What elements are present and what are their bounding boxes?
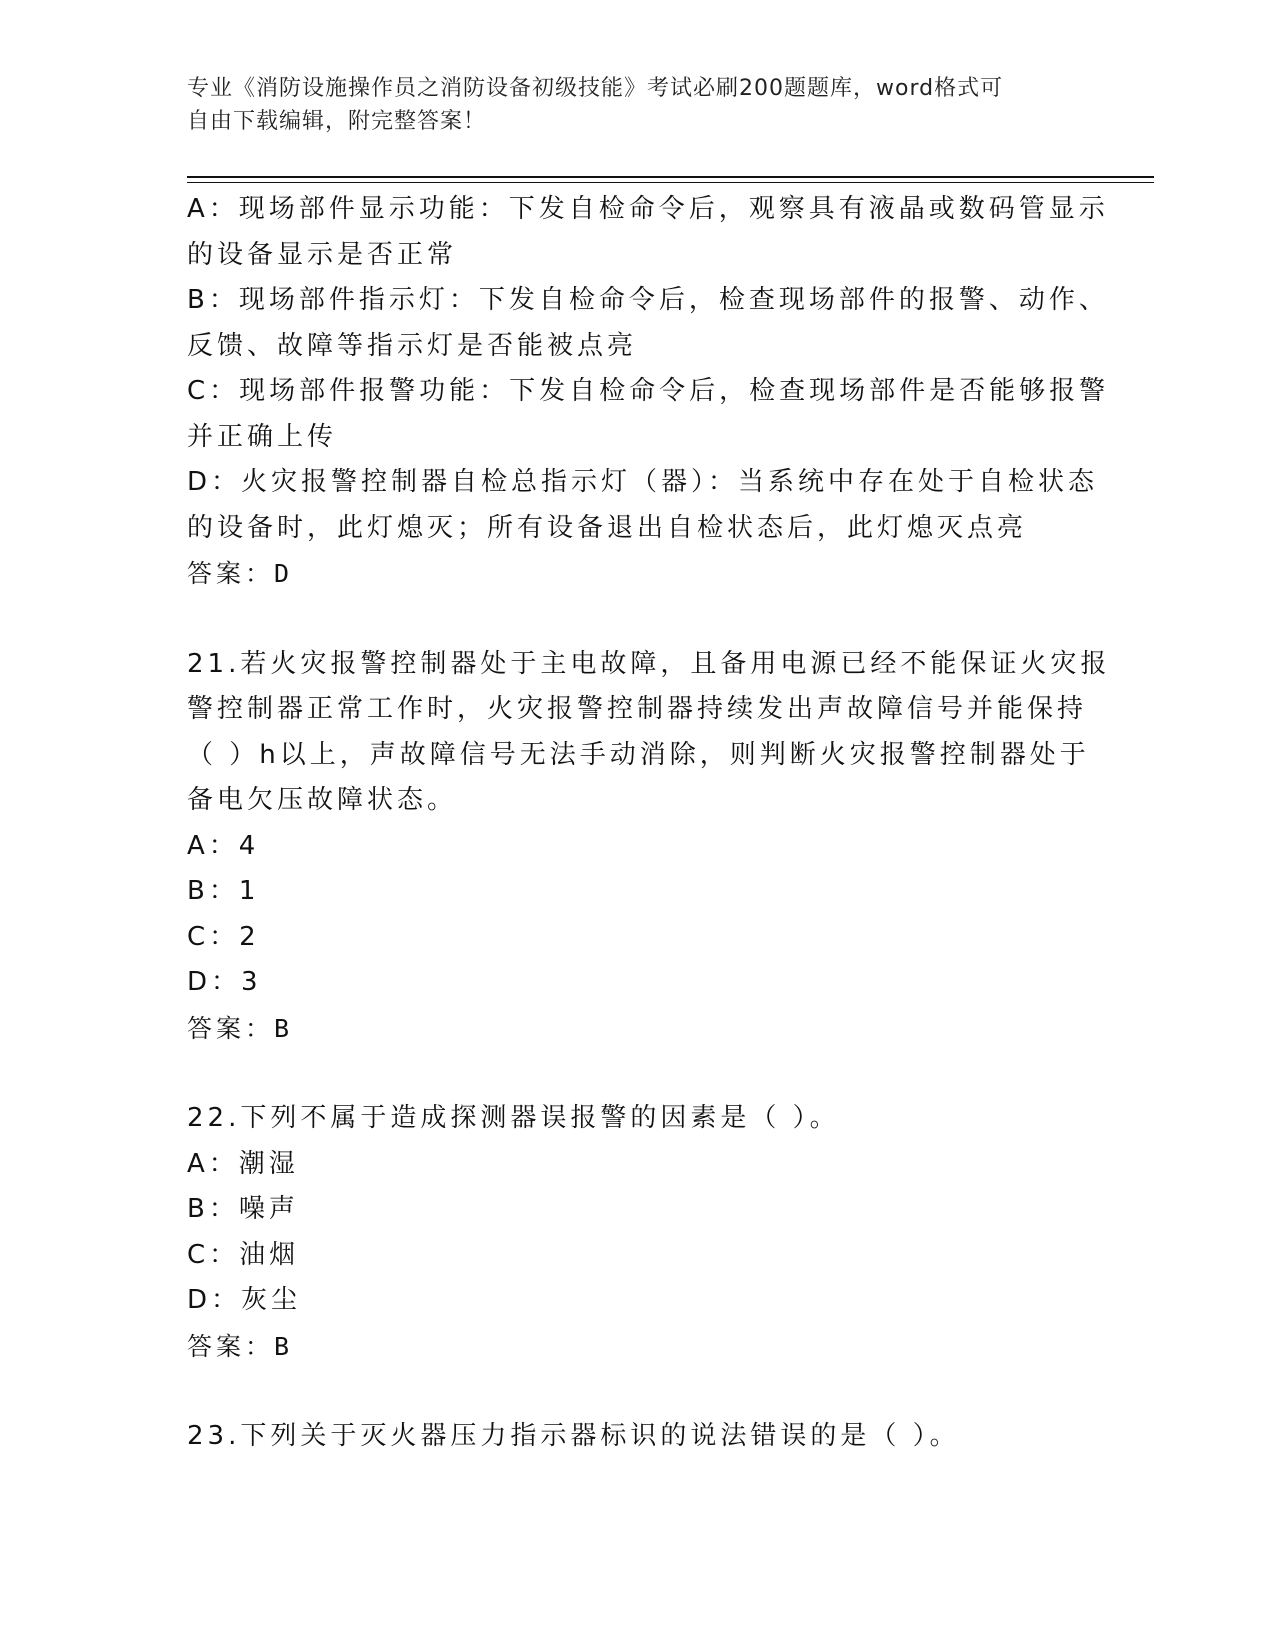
option-d: D：3 — [187, 967, 262, 997]
question-content — [187, 187, 1111, 1460]
option-b: B：1 — [187, 876, 260, 906]
option-b-line-2: 反馈、故障等指示灯是否能被点亮 — [187, 330, 638, 361]
header-title-line-1: 专业《消防设施操作员之消防设备初级技能》考试必刷200题题库，word格式可 — [187, 76, 1004, 101]
option-a-line-1: A：现场部件显示功能：下发自检命令后，观察具有液晶或数码管显示 — [187, 194, 1109, 224]
option-d-line-2: 的设备时，此灯熄灭；所有设备退出自检状态后，此灯熄灭点亮 — [187, 512, 1028, 543]
spacer — [187, 597, 1087, 642]
header-title-line-2: 自由下载编辑，附完整答案！ — [187, 109, 487, 134]
question-stem-line-2: 警控制器正常工作时，火灾报警控制器持续发出声故障信号并能保持 — [187, 694, 1088, 724]
header-divider-thick — [187, 176, 1154, 178]
question-22 — [187, 1096, 1087, 1369]
option-c: C：油烟 — [187, 1239, 300, 1270]
question-21 — [187, 642, 1111, 1052]
question-stem-line-3: （ ）h以上，声故障信号无法手动消除，则判断火灾报警控制器处于 — [187, 739, 1090, 770]
option-a: A：潮湿 — [187, 1148, 299, 1179]
option-c-line-2: 并正确上传 — [187, 421, 338, 452]
option-c: C：2 — [187, 921, 260, 952]
answer-label: 答案：B — [187, 1331, 294, 1361]
option-c-line-1: C：现场部件报警功能：下发自检命令后，检查现场部件是否能够报警 — [187, 376, 1110, 406]
document-header — [187, 72, 1087, 138]
option-a: A：4 — [187, 830, 260, 861]
question-stem-line-1: 21.若火灾报警控制器处于主电故障，且备用电源已经不能保证火灾报 — [187, 648, 1111, 679]
question-23 — [187, 1414, 1087, 1460]
option-a-line-2: 的设备显示是否正常 — [187, 239, 458, 270]
option-b: B：噪声 — [187, 1194, 299, 1224]
question-20-continuation — [187, 187, 1110, 597]
answer-label: 答案：B — [187, 1013, 294, 1043]
option-d-line-1: D：火灾报警控制器自检总指示灯（器）：当系统中存在处于自检状态 — [187, 467, 1099, 497]
answer-label: 答案：D — [187, 559, 294, 588]
option-b-line-1: B：现场部件指示灯：下发自检命令后，检查现场部件的报警、动作、 — [187, 285, 1109, 315]
spacer — [187, 1369, 1087, 1414]
question-stem: 22.下列不属于造成探测器误报警的因素是（ ）。 — [187, 1103, 840, 1133]
header-divider-thin — [187, 182, 1154, 183]
question-stem-line-4: 备电欠压故障状态。 — [187, 785, 458, 815]
question-stem: 23.下列关于灭火器压力指示器标识的说法错误的是（ ）。 — [187, 1421, 960, 1451]
option-d: D：灰尘 — [187, 1285, 302, 1315]
spacer — [187, 1051, 1087, 1096]
